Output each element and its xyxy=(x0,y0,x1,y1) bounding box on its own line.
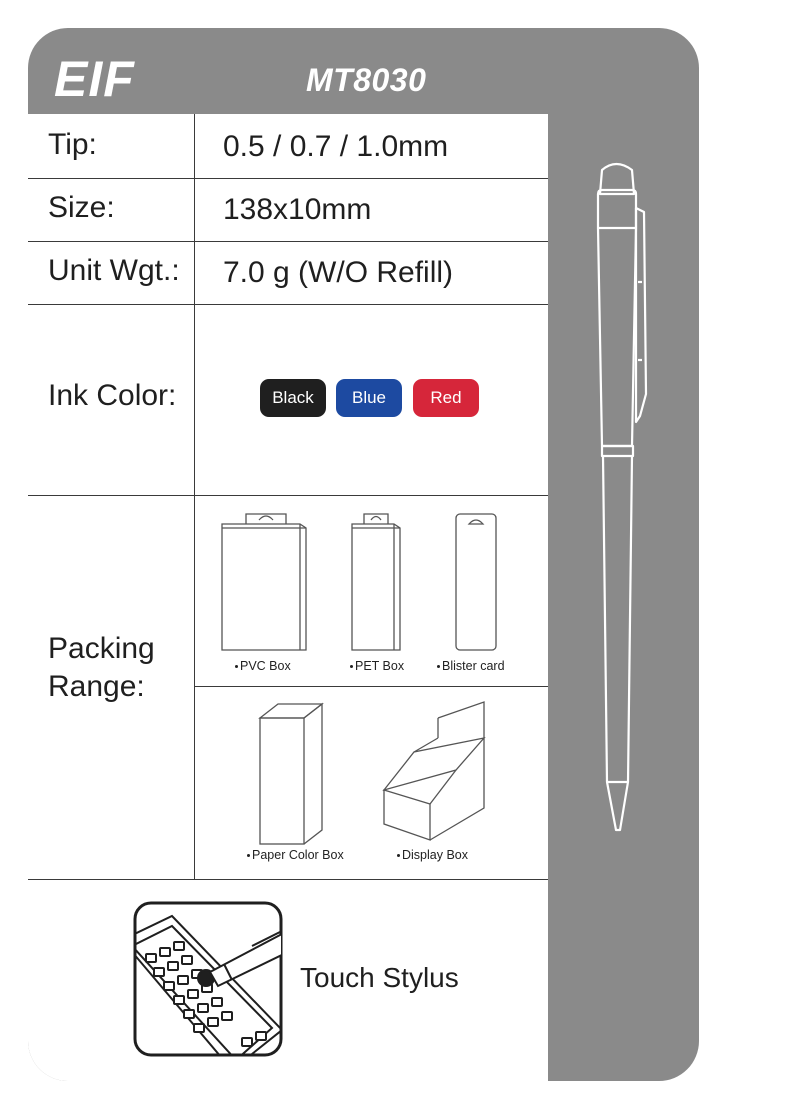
weight-value: 7.0 g (W/O Refill) xyxy=(223,256,454,289)
blister-card-caption: Blister card xyxy=(437,659,505,673)
product-card xyxy=(28,28,699,1081)
brand-name: EIF xyxy=(54,51,135,107)
paper-color-box-caption: Paper Color Box xyxy=(247,848,344,862)
packing-label-line1: Packing xyxy=(48,632,155,665)
model-number: MT8030 xyxy=(306,62,427,98)
pen-illustration xyxy=(594,154,664,844)
pet-box-icon xyxy=(346,510,406,656)
size-label: Size: xyxy=(48,191,115,224)
display-box-icon xyxy=(376,698,496,850)
feature-row xyxy=(28,879,548,1081)
ink-chip-red: Red xyxy=(413,379,479,417)
ink-chip-black: Black xyxy=(260,379,326,417)
weight-label: Unit Wgt.: xyxy=(48,254,180,287)
display-box-caption: Display Box xyxy=(397,848,468,862)
spec-row-packing xyxy=(28,495,548,880)
ink-chip-blue: Blue xyxy=(336,379,402,417)
spec-table xyxy=(28,114,548,1081)
touch-stylus-label: Touch Stylus xyxy=(300,962,459,993)
size-value: 138x10mm xyxy=(223,193,372,226)
spec-row-ink-color xyxy=(28,304,548,496)
blister-card-icon xyxy=(452,510,502,656)
pet-box-caption: PET Box xyxy=(350,659,404,673)
pvc-box-icon xyxy=(216,510,316,656)
spec-row-tip xyxy=(28,114,548,178)
touch-stylus-icon xyxy=(132,900,284,1058)
pvc-box-caption: PVC Box xyxy=(235,659,291,673)
packing-label-line2: Range: xyxy=(48,670,145,703)
paper-color-box-icon xyxy=(252,698,332,850)
packing-divider xyxy=(194,686,548,687)
ink-color-label: Ink Color: xyxy=(48,379,177,412)
tip-label: Tip: xyxy=(48,128,97,161)
tip-value: 0.5 / 0.7 / 1.0mm xyxy=(223,130,449,163)
spec-row-size xyxy=(28,178,548,242)
spec-row-weight xyxy=(28,241,548,305)
